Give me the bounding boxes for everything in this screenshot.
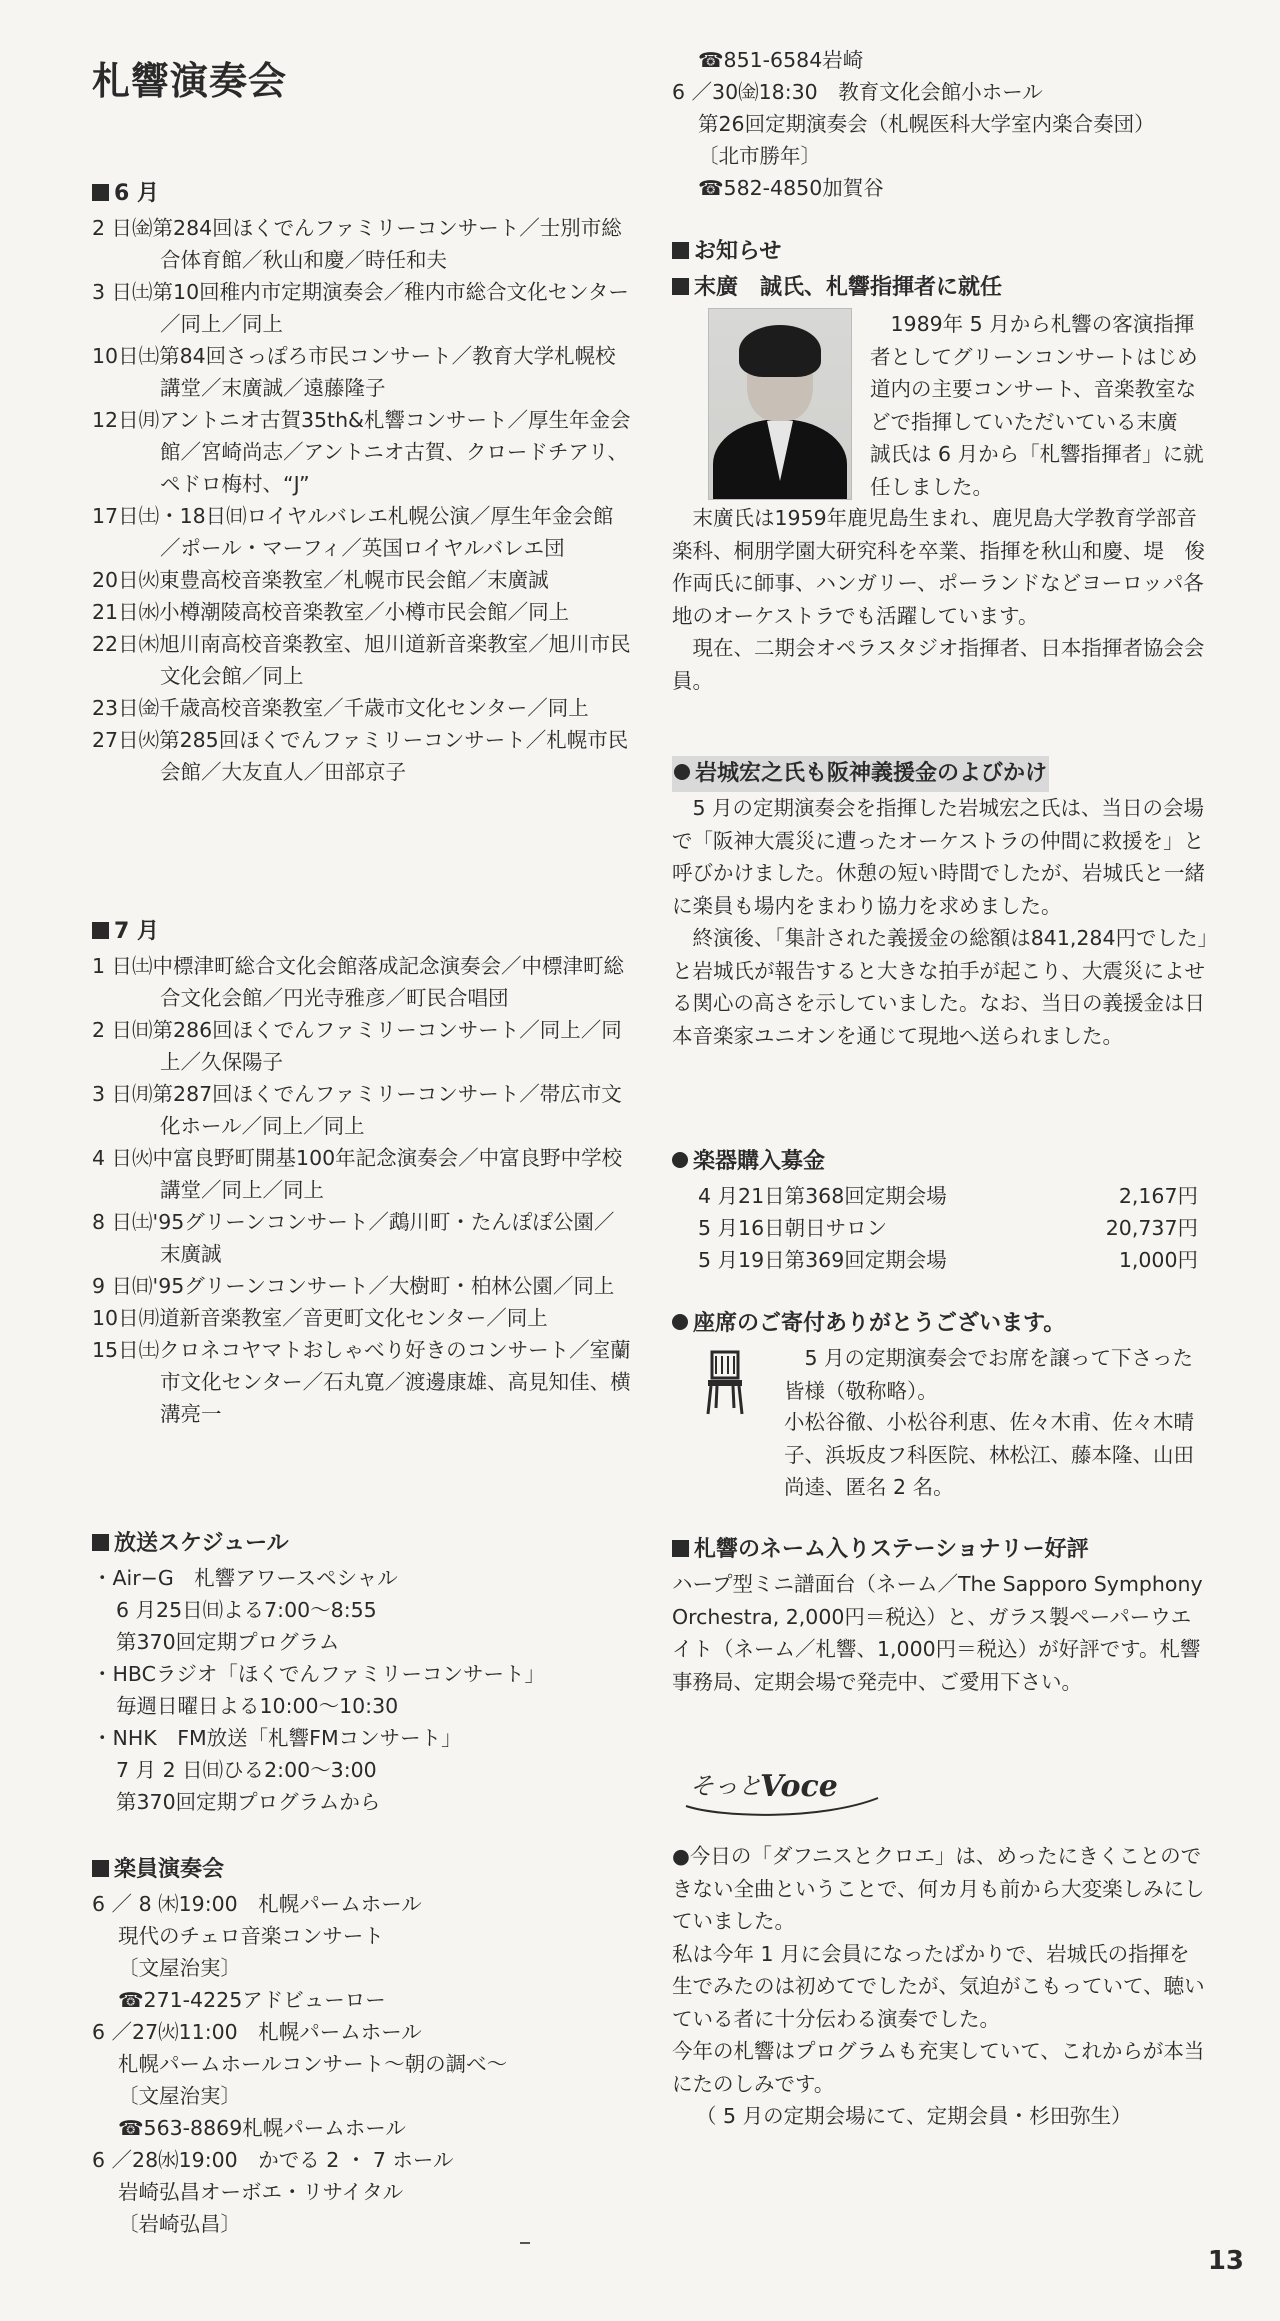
relief-fund-para: 5 月の定期演奏会を指揮した岩城宏之氏は、当日の会場で「阪神大震災に遭ったオーケストラの仲間に救援を」と呼びかけました。休憩の短い時間でしたが、岩城氏と一緒に楽員も場内をまわり協力を求めました。 [672, 796, 1205, 918]
square-bullet-icon [672, 1540, 689, 1557]
schedule-entry: 9 日㈰'95グリーンコンサート／大樹町・柏林公園／同上 [92, 1274, 615, 1298]
instrument-fund-section [672, 1144, 1208, 1276]
stationery-heading: 札響のネーム入りステーショナリー好評 [672, 1532, 1208, 1568]
relief-fund-para: 終演後、「集計された義援金の総額は841,284円でした」と岩城氏が報告すると大きな拍手が起こり、大震災によせる関心の高さを示していました。なお、当日の義援金は日本音楽家ユニオンを通じて現地へ送られました。 [672, 926, 1208, 1048]
concert-performer: 〔北市勝年〕 [698, 144, 821, 168]
conductor-photo [708, 308, 852, 500]
stationery-section [672, 1532, 1208, 1698]
schedule-entry: 17日㈯・18日㈰ロイヤルバレエ札幌公演／厚生年金会館／ポール・マーフィ／英国ロイヤルバレエ団 [92, 504, 614, 560]
schedule-entry: 4 日㈫中富良野町開基100年記念演奏会／中富良野中学校講堂／同上／同上 [92, 1146, 623, 1202]
broadcast-heading: 放送スケジュール [92, 1526, 632, 1562]
june-section [92, 176, 632, 788]
broadcast-line: 第370回定期プログラム [116, 1630, 340, 1654]
conductor-appointment-heading: 末廣 誠氏、札響指揮者に就任 [672, 270, 1208, 306]
decorative-mark [520, 2242, 530, 2244]
members-continued [672, 44, 1208, 204]
conductor-current-role: 現在、二期会オペラスタジオ指揮者、日本指揮者協会会員。 [672, 636, 1205, 693]
square-bullet-icon [92, 922, 109, 939]
conductor-block [672, 308, 1208, 504]
concert-phone: ☎271-4225アドビューロー [118, 1988, 386, 2012]
broadcast-line: ・NHK FM放送「札響FMコンサート」 [92, 1726, 462, 1750]
relief-fund-section [672, 756, 1208, 1052]
june-heading: 6 月 [92, 176, 632, 212]
concert-phone: ☎582-4850加賀谷 [698, 176, 884, 200]
voice-logo [682, 1758, 892, 1822]
members-heading: 楽員演奏会 [92, 1852, 632, 1888]
july-section [92, 914, 632, 1430]
concert-date: 6 ／ 8 ㈭19:00 札幌パームホール [92, 1892, 422, 1916]
page-title: 札響演奏会 [92, 59, 288, 103]
voice-text [672, 1840, 1208, 2133]
concert-date: 6 ／27㈫11:00 札幌パームホール [92, 2020, 422, 2044]
schedule-entry: 22日㈭旭川南高校音楽教室、旭川道新音楽教室／旭川市民文化会館／同上 [92, 632, 631, 688]
schedule-entry: 27日㈫第285回ほくでんファミリーコンサート／札幌市民会館／大友直人／田部京子 [92, 728, 629, 784]
broadcast-line: ・Air−G 札響アワースペシャル [92, 1566, 398, 1590]
donation-row: 5 月16日朝日サロン 20,737円 [698, 1216, 1198, 1240]
broadcast-line: 7 月 2 日㈰ひる2:00〜3:00 [116, 1758, 377, 1782]
broadcast-line: 6 月25日㈰よる7:00〜8:55 [116, 1598, 377, 1622]
voice-paragraph: 今年の札響はプログラムも充実していて、これからが本当にたのしみです。 [672, 2039, 1205, 2096]
bullet-icon [672, 1314, 688, 1330]
schedule-entry: 15日㈯クロネコヤマトおしゃべり好きのコンサート／室蘭市文化センター／石丸寛／渡邊康雄、高見知佳、横溝亮一 [92, 1338, 631, 1426]
schedule-entry: 21日㈬小樽潮陵高校音楽教室／小樽市民会館／同上 [92, 600, 570, 624]
schedule-entry: 8 日㈯'95グリーンコンサート／鵡川町・たんぽぽ公園／末廣誠 [92, 1210, 615, 1266]
conductor-career: 末廣氏は1959年鹿児島生まれ、鹿児島大学教育学部音楽科、桐朋学園大研究科を卒業、指揮を秋山和慶、堤 俊作両氏に師事、ハンガリー、ポーランドなどヨーロッパ各地のオーケストラでも活躍しています。 [672, 506, 1205, 628]
schedule-entry: 10日㈪道新音楽教室／音更町文化センター／同上 [92, 1306, 548, 1330]
svg-text:Voce: Voce [760, 1769, 838, 1804]
schedule-entry: 23日㈮千歳高校音楽教室／千歳市文化センター／同上 [92, 696, 589, 720]
seat-donation-intro: 5 月の定期演奏会でお席を譲って下さった皆様（敬称略）。 [784, 1346, 1194, 1403]
schedule-entry: 20日㈫東豊高校音楽教室／札幌市民会館／末廣誠 [92, 568, 549, 592]
members-section [92, 1852, 632, 2240]
voice-paragraph: 私は今年 1 月に会員になったばかりで、岩城氏の指揮を生でみたのは初めてでしたが、気迫がこもっていて、聴いている者に十分伝わる演奏でした。 [672, 1941, 1205, 2031]
donation-row: 4 月21日第368回定期会場 2,167円 [698, 1184, 1198, 1208]
page-number: 13 [1207, 2246, 1244, 2276]
schedule-entry: 2 日㈮第284回ほくでんファミリーコンサート／士別市総合体育館／秋山和慶／時任和夫 [92, 216, 622, 272]
july-heading: 7 月 [92, 914, 632, 950]
concert-date: 6 ／28㈬19:00 かでる 2 ・ 7 ホール [92, 2148, 454, 2172]
concert-performer: 〔文屋治実〕 [118, 1956, 241, 1980]
notice-section [672, 234, 1208, 306]
concert-phone: ☎851-6584岩崎 [698, 48, 864, 72]
concert-title: 第26回定期演奏会（札幌医科大学室内楽合奏団） [698, 112, 1155, 136]
broadcast-line: ・HBCラジオ「ほくでんファミリーコンサート」 [92, 1662, 546, 1686]
concert-performer: 〔岩崎弘昌〕 [118, 2212, 241, 2236]
concert-title: 現代のチェロ音楽コンサート [118, 1924, 384, 1948]
square-bullet-icon [92, 184, 109, 201]
square-bullet-icon [92, 1860, 109, 1877]
broadcast-section [92, 1526, 632, 1818]
stationery-text: ハープ型ミニ譜面台（ネーム／The Sapporo Symphony Orchestra, 2,000円＝税込）と、ガラス製ペーパーウエイト（ネーム／札響、1,000円＝税込）が好評です。札響事務局、定期会場で発売中、ご愛用下さい。 [672, 1572, 1203, 1694]
schedule-entry: 3 日㈪第287回ほくでんファミリーコンサート／帯広市文化ホール／同上／同上 [92, 1082, 622, 1138]
schedule-entry: 1 日㈯中標津町総合文化会館落成記念演奏会／中標津町総合文化会館／円光寺雅彦／町民合唱団 [92, 954, 625, 1010]
bullet-icon [672, 1152, 688, 1168]
instrument-fund-heading: 楽器購入募金 [672, 1144, 1208, 1180]
schedule-entry: 12日㈪アントニオ古賀35th&札響コンサート／厚生年金会館／宮崎尚志／アントニオ古賀、クロードチアリ、ペドロ梅村、“J” [92, 408, 631, 496]
svg-text:そっと: そっと [690, 1772, 762, 1800]
notice-heading: お知らせ [672, 234, 1208, 270]
broadcast-line: 第370回定期プログラムから [116, 1790, 381, 1814]
relief-fund-heading: 岩城宏之氏も阪神義援金のよびかけ [672, 756, 1208, 792]
schedule-entry: 2 日㈰第286回ほくでんファミリーコンサート／同上／同上／久保陽子 [92, 1018, 622, 1074]
donation-row: 5 月19日第369回定期会場 1,000円 [698, 1248, 1198, 1272]
seat-donors [672, 1406, 1208, 1504]
square-bullet-icon [92, 1534, 109, 1551]
conductor-bio [672, 502, 1208, 697]
seat-donation-section [672, 1306, 1208, 1407]
voice-signature: （ 5 月の定期会場にて、定期会員・杉田弥生） [696, 2104, 1132, 2128]
concert-title: 札幌パームホールコンサート〜朝の調べ〜 [118, 2052, 508, 2076]
broadcast-line: 毎週日曜日よる10:00〜10:30 [116, 1694, 399, 1718]
square-bullet-icon [672, 242, 689, 259]
square-bullet-icon [672, 278, 689, 295]
concert-title: 岩崎弘昌オーボエ・リサイタル [118, 2180, 404, 2204]
concert-performer: 〔文屋治実〕 [118, 2084, 241, 2108]
concert-date: 6 ／30㈮18:30 教育文化会館小ホール [672, 80, 1043, 104]
seat-donation-heading: 座席のご寄付ありがとうございます。 [672, 1306, 1208, 1342]
concert-phone: ☎563-8869札幌パームホール [118, 2116, 406, 2140]
schedule-entry: 10日㈯第84回さっぽろ市民コンサート／教育大学札幌校講堂／末廣誠／遠藤隆子 [92, 344, 616, 400]
voice-paragraph: ●今日の「ダフニスとクロエ」は、めったにきくことのできない全曲ということで、何カ月も前から大変楽しみにしていました。 [672, 1844, 1205, 1933]
bullet-icon [674, 764, 690, 780]
seat-donor-list: 小松谷徹、小松谷利恵、佐々木甫、佐々木晴子、浜坂皮フ科医院、林松江、藤本隆、山田尚逵、匿名 2 名。 [784, 1410, 1194, 1499]
schedule-entry: 3 日㈯第10回稚内市定期演奏会／稚内市総合文化センター／同上／同上 [92, 280, 629, 336]
conductor-intro: 1989年 5 月から札響の客演指揮者としてグリーンコンサートはじめ道内の主要コンサート、音楽教室などで指揮していただいている末廣 誠氏は 6 月から「札響指揮者」に就任しました。 [870, 312, 1204, 499]
